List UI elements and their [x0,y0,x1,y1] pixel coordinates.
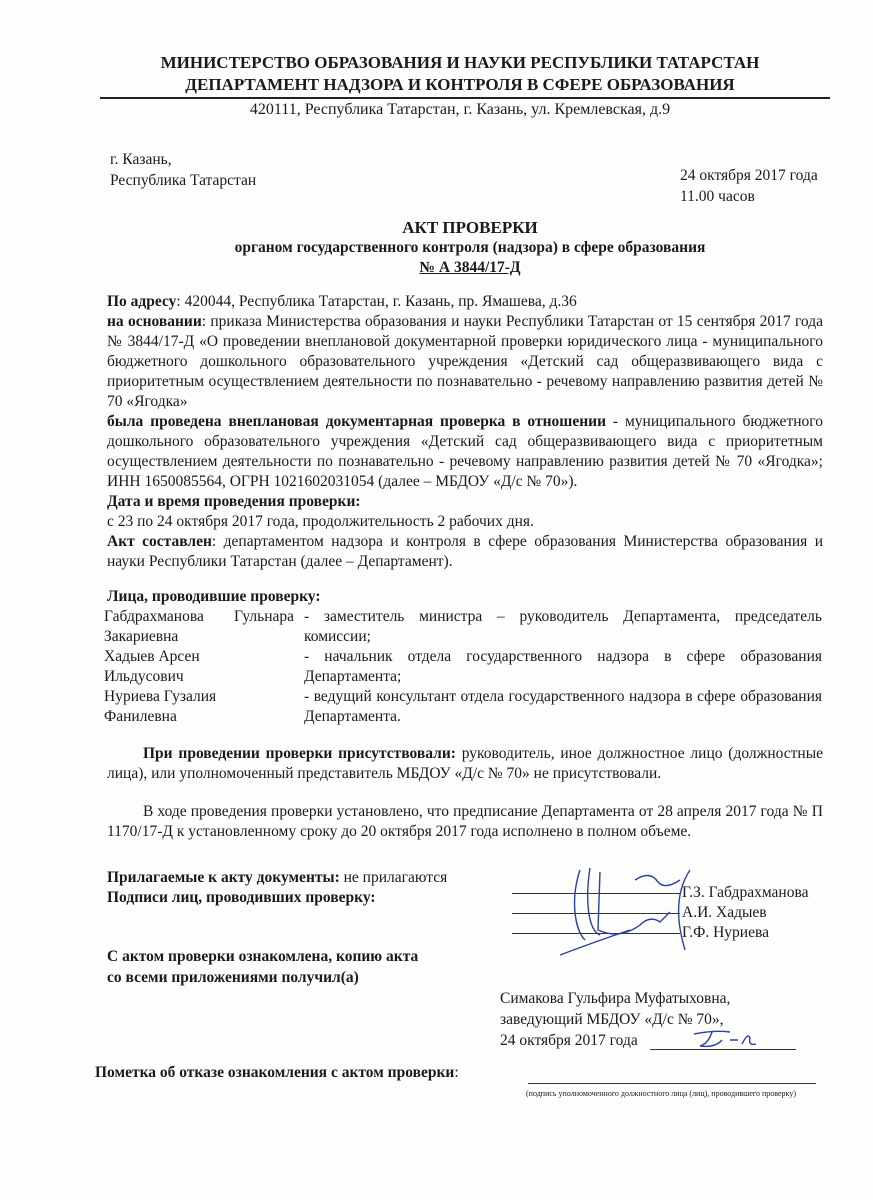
inspection-label: была проведена внеплановая документарная проверка в отношении [107,413,607,430]
person-row [104,607,824,647]
basis-value: : приказа Министерства образования и науки Республики Татарстан от 15 сентября 2017 года № 3844/17-Д «О проведении внеплановой документарной проверки юридического лица - муниципального бюджетного дошкольного образовательного учреждения «Детский сад общеразвивающего вида с приоритетным осуществлением деятельности по познавательно - речевому направлению развития детей № 70 «Ягодка» [107,313,823,410]
refusal-colon: : [454,1064,459,1081]
acquainted-line1: С актом проверки ознакомлена, копию акта [107,948,419,965]
compiled-paragraph [107,532,823,572]
act-date: 24 октября 2017 года [680,167,818,184]
compiled-value: : департаментом надзора и контроля в сфере образования Министерства образования и науки Республики Татарстан (далее – Департамент). [107,533,823,570]
person-row [104,647,824,687]
person-name: Нуриева Гузалия Фанилевна [104,688,217,725]
recipient-position: заведующий МБДОУ «Д/с № 70», [500,1011,724,1028]
signatures-label: Подписи лиц, проводивших проверку: [107,889,376,906]
person-row [104,687,824,727]
present-label: При проведении проверки присутствовали: [143,745,456,762]
date-label: Дата и время проведения проверки: [107,493,361,510]
present-paragraph [107,744,823,784]
refusal-caption: (подпись уполномоченного должностного лица (лиц), проводившего проверку) [526,1089,796,1098]
department-address: 420111, Республика Татарстан, г. Казань, ул. Кремлевская, д.9 [249,101,671,118]
attachments [107,868,447,908]
signers-list [682,883,808,943]
recipient-signature [690,1026,760,1052]
date-value: с 23 по 24 октября 2017 года, продолжительность 2 рабочих дня. [107,513,534,530]
place [110,149,256,191]
basis-paragraph [107,312,823,412]
person-name: Хадыев Арсен Ильдусович [104,648,200,685]
ministry-name: МИНИСТЕРСТВО ОБРАЗОВАНИЯ И НАУКИ РЕСПУБЛИКИ ТАТАРСТАН [160,53,760,72]
place-region: Республика Татарстан [110,172,257,189]
acquaintance-note [107,946,418,988]
basis-label: на основании [107,313,202,330]
person-role: - начальник отдела государственного надзора в сфере образования Департамента; [304,648,822,685]
act-datetime [680,165,818,207]
person-role: - ведущий консультант отдела государственного надзора в сфере образования Департамента. [304,688,822,725]
signer-name: Г.Ф. Нуриева [682,924,769,941]
refusal-signature-line [528,1083,816,1084]
signer-name: Г.З. Габдрахманова [682,884,809,901]
address-paragraph [107,292,823,312]
acquainted-line2: со всеми приложениями получил(а) [107,969,359,986]
title-main: АКТ ПРОВЕРКИ [402,218,538,237]
act-time: 11.00 часов [680,188,755,205]
title-number: № А 3844/17-Д [419,259,521,276]
place-city: г. Казань, [110,151,172,168]
persons-list [104,607,824,727]
address-label: По адресу [107,293,177,310]
header-divider [100,97,830,99]
address-value: : 420044, Республика Татарстан, г. Казань, пр. Ямашева, д.36 [176,293,577,310]
person-role: - заместитель министра – руководитель Департамента, председатель комиссии; [304,608,822,645]
recipient-date: 24 октября 2017 года [500,1032,638,1049]
inspection-value: - муниципального бюджетного дошкольного образовательного учреждения «Детский сад общеразвивающего вида с приоритетным осуществлением деятельности по познавательно - речевому направлению развития детей № 70 «Ягодка»; ИНН 1650085564, ОГРН 1021602031054 (далее – МБДОУ «Д/с № 70»). [107,413,823,490]
finding-paragraph: В ходе проведения проверки установлено, что предписание Департамента от 28 апреля 2017 года № П 1170/17-Д к установленному сроку до 20 октября 2017 года исполнено в полном объеме. [107,803,823,840]
refusal-note [95,1064,459,1082]
inspection-paragraph [107,412,823,492]
compiled-label: Акт составлен [107,533,212,550]
person-name: Габдрахманова Гульнара Закариевна [104,608,294,645]
department-name: ДЕПАРТАМЕНТ НАДЗОРА И КОНТРОЛЯ В СФЕРЕ ОБРАЗОВАНИЯ [185,75,735,94]
act-title [100,218,840,278]
refusal-label: Пометка об отказе ознакомления с актом проверки [95,1064,455,1081]
signer-name: А.И. Хадыев [682,904,767,921]
act-body [107,292,823,572]
attached-label: Прилагаемые к акту документы: [107,869,340,886]
persons-label: Лица, проводившие проверку: [107,588,321,605]
attached-value: не прилагаются [339,869,448,886]
title-sub: органом государственного контроля (надзора) в сфере образования [234,239,706,256]
recipient-name: Симакова Гульфира Муфатыховна, [500,990,731,1007]
present-value: руководитель, иное должностное лицо (должностные лица), или уполномоченный представитель МБДОУ «Д/с № 70» не присутствовали. [107,745,823,782]
